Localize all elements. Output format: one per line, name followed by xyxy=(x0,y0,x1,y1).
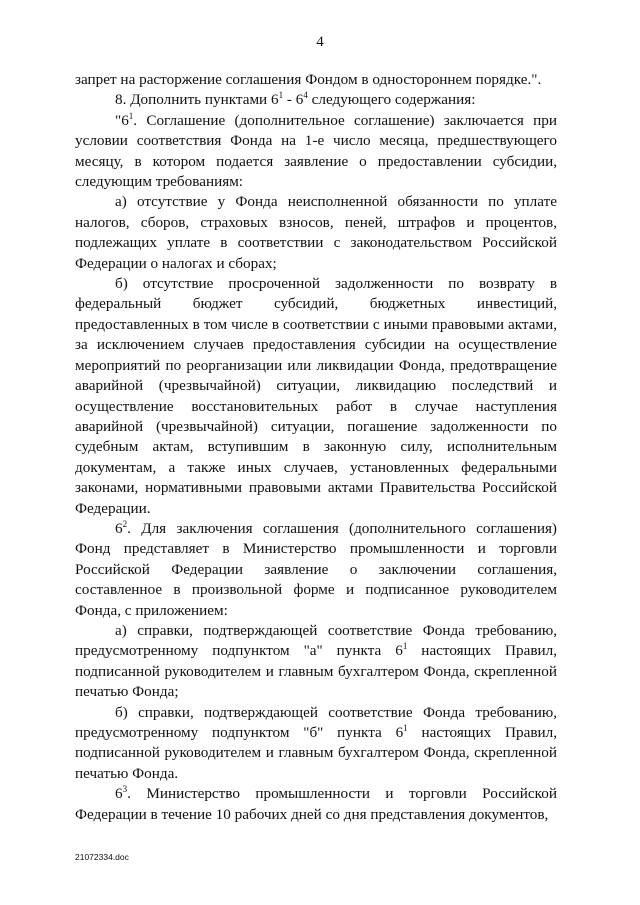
document-body xyxy=(75,70,557,825)
paragraph-text: следующего содержания: xyxy=(307,91,476,109)
paragraph-text: 6 xyxy=(115,519,123,537)
paragraph-text: . Для заключения соглашения (дополнительного соглашения) Фонд представляет в Министерство промышленности и торговли Российской Федерации заявление о заключении соглашения, составленное в произвольной форме и подписанное руководителем Фонда, с приложением: xyxy=(75,519,557,619)
paragraph-6-1-b xyxy=(75,274,557,519)
superscript: 1 xyxy=(128,110,134,121)
paragraph-item-8 xyxy=(75,90,557,110)
paragraph-text: настоящих Правил, подписанной руководителем и главным бухгалтером Фонда, скрепленной печатью Фонда. xyxy=(75,724,558,782)
paragraph-text: а) справки, подтверждающей соответствие Фонда требованию, предусмотренному подпунктом "а" пункта 6 xyxy=(75,621,557,660)
paragraph-6-1 xyxy=(75,111,557,193)
superscript: 4 xyxy=(303,90,308,101)
superscript: 1 xyxy=(402,641,408,652)
paragraph-continuation xyxy=(75,70,557,90)
paragraph-6-2-a xyxy=(75,621,557,703)
superscript: 3 xyxy=(122,784,128,795)
paragraph-6-1-a xyxy=(75,192,557,274)
paragraph-text: . Соглашение (дополнительное соглашение) заключается при условии соответствия Фонда на 1-е число месяца, предшествующего месяцу, в котором подается заявление о предоставлении субсидии, следующим требованиям: xyxy=(75,111,557,191)
page-number: 4 xyxy=(316,34,324,50)
paragraph-6-2 xyxy=(75,519,557,621)
file-name-footer: 21072334.doc xyxy=(75,852,129,862)
paragraph-text: . Министерство промышленности и торговли Российской Федерации в течение 10 рабочих дней со дня представления документов, xyxy=(75,785,557,823)
paragraph-text: б) отсутствие просроченной задолженности по возврату в федеральный бюджет субсидий, бюджетных инвестиций, предоставленных в том числе в соответствии с иными правовыми актами, за исключением случаев предоставления субсидии на осуществление мероприятий по реорганизации или ликвидации Фонда, предотвращение аварийной (чрезвычайной) ситуации, ликвидацию последствий и осуществление восстановительных работ в случае наступления аварийной (чрезвычайной) ситуации, погашение задолженности по судебным актам, вступившим в законную силу, исполнительным документам, а также иных случаев, установленных федеральными законами, нормативными правовыми актами Правительства Российской Федерации. xyxy=(75,275,557,517)
paragraph-text: настоящих Правил, подписанной руководителем и главным бухгалтером Фонда, скрепленной печатью Фонда; xyxy=(75,642,558,701)
paragraph-text: 8. Дополнить пунктами 6 xyxy=(115,91,279,109)
superscript: 2 xyxy=(122,518,128,529)
paragraph-text: "6 xyxy=(115,111,129,129)
superscript: 1 xyxy=(403,723,408,733)
paragraph-6-3 xyxy=(75,784,557,825)
paragraph-text: б) справки, подтверждающей соответствие Фонда требованию, предусмотренному подпунктом "б" пункта 6 xyxy=(75,703,557,741)
paragraph-text: 6 xyxy=(115,785,123,803)
paragraph-text: запрет на расторжение соглашения Фондом в одностороннем порядке.". xyxy=(75,71,542,88)
paragraph-text: а) отсутствие у Фонда неисполненной обязанности по уплате налогов, сборов, страховых взносов, пеней, штрафов и процентов, подлежащих уплате в соответствии с законодательством Российской Федерации о налогах и сборах; xyxy=(75,193,557,272)
superscript: 1 xyxy=(278,90,284,101)
paragraph-text: - 6 xyxy=(283,91,304,109)
paragraph-6-2-b xyxy=(75,703,557,785)
